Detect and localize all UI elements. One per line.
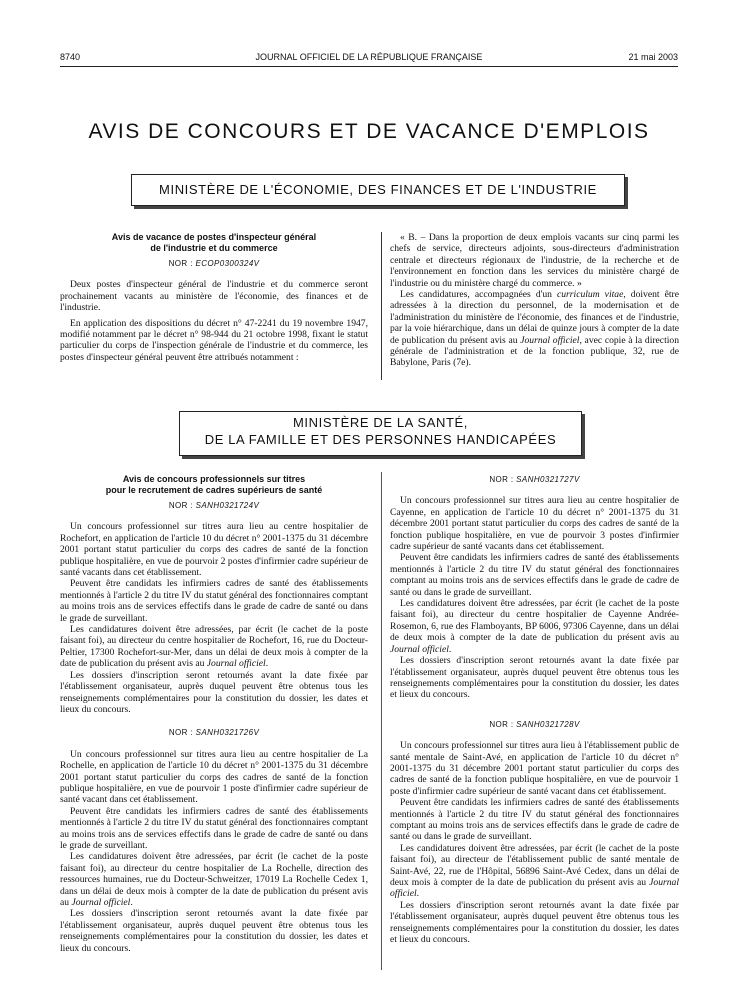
block-paragraph: Un concours professionnel sur titres aura lieu au centre hospitalier de La Rochelle, en application de l'article 10 du décret n° 2001-1375 du 31 décembre 2001 portant statut particulier du corps des cadres de santé de la fonction publique hospitalière, en vue de pourvoir 1 poste d'infirmier cadre supérieur de santé vacant dans cet établissement. xyxy=(60,748,368,806)
block-paragraph: Les candidatures doivent être adressées, par écrit (le cachet de la poste faisant foi), au directeur de l'établissement public de santé mentale de Saint-Avé, 22, rue de l'Hôpital, 56896 Saint-Avé Cedex, dans un délai de deux mois à compter de la date de publication du présent avis au Journal officiel. xyxy=(390,842,679,900)
ministry-sante-line2: DE LA FAMILLE ET DES PERSONNES HANDICAPÉES xyxy=(204,432,557,447)
nor-code: SANH0321728V xyxy=(516,719,580,729)
text-run-italic: Journal officiel xyxy=(71,897,131,908)
text-run: Les candidatures doivent être adressées, par écrit (le cachet de la poste faisant foi), au directeur de l'établissement public de santé mentale de Saint-Avé, 22, rue de l'Hôpital, 56896 Saint-Avé Cedex, dans un délai de deux mois à compter de la date de publication du présent avis au xyxy=(390,842,679,888)
avis1-nor xyxy=(60,258,368,269)
journal-name: JOURNAL OFFICIEL DE LA RÉPUBLIQUE FRANÇAISE xyxy=(255,52,483,62)
block-paragraph: Peuvent être candidats les infirmiers cadres de santé des établissements mentionnés à l'article 2 du titre IV du statut général des fonctionnaires comptant au moins trois ans de services effectifs dans le grade de cadre de santé ou dans le grade de surveillant. xyxy=(60,805,368,851)
block-paragraph: Peuvent être candidats les infirmiers cadres de santé des établissements mentionnés à l'article 2 du titre IV du statut général des fonctionnaires comptant au moins trois ans de services effectifs dans le grade de cadre de santé ou dans le grade de surveillant. xyxy=(60,578,368,624)
publication-date: 21 mai 2003 xyxy=(628,52,678,62)
block-paragraph: Peuvent être candidats les infirmiers cadres de santé des établissements mentionnés à l'article 2 du titre IV du statut général des fonctionnaires comptant au moins trois ans de services effectifs dans le grade de cadre de santé ou dans le grade de surveillant. xyxy=(390,797,679,843)
ministry-sante-line1: MINISTÈRE DE LA SANTÉ, xyxy=(292,415,468,430)
block-paragraph: Un concours professionnel sur titres aura lieu au centre hospitalier de Rochefort, en application de l'article 10 du décret n° 2001-1375 du 31 décembre 2001 portant statut particulier du corps des cadres de santé de la fonction publique hospitalière, en vue de pourvoir 2 postes d'infirmier cadre supérieur de santé vacants dans cet établissement. xyxy=(60,521,368,579)
block-paragraph: Les candidatures doivent être adressées, par écrit (le cachet de la poste faisant foi), au directeur du centre hospitalier de La Rochelle, direction des ressources humaines, rue du Docteur-Schweitzer, 17019 La Rochelle Cedex 1, dans un délai de deux mois à compter de la date de publication du présent avis au Journal officiel. xyxy=(60,851,368,908)
block-paragraph: Les dossiers d'inscription seront retournés avant la date fixée par l'établissement organisateur, auprès duquel peuvent être obtenus tous les renseignements complémentaires pour la constitution du dossier, les dates et lieux du concours. xyxy=(60,669,368,715)
column-divider xyxy=(381,472,382,970)
text-run: Les candidatures doivent être adressées, par écrit (le cachet de la poste faisant foi), au directeur du centre hospitalier de Rochefort, 16, rue du Docteur-Peltier, 17300 Rochefort-sur-Mer, dans un délai de deux mois à compter de la date de publication du présent avis au xyxy=(60,624,368,670)
text-run: , avec copie à la direction générale de l'administration et de la fonction publique, 32, rue de Babylone, Paris (7e). xyxy=(390,334,679,369)
avis1-left-column xyxy=(60,232,368,363)
column-divider xyxy=(381,232,382,380)
avis1-title-line1: Avis de vacance de postes d'inspecteur général xyxy=(111,232,317,242)
avis2-left-column xyxy=(60,474,368,954)
block-paragraph: Les candidatures doivent être adressées, par écrit (le cachet de la poste faisant foi), au directeur du centre hospitalier de Cayenne Andrée-Rosemon, 6, rue des Flamboyants, BP 6006, 97306 Cayenne, dans un délai de deux mois à compter de la date de publication du présent avis au Journal officiel. xyxy=(390,598,679,655)
block-nor xyxy=(60,727,368,738)
nor-code: SANH0321727V xyxy=(516,475,580,484)
block-nor xyxy=(60,500,368,511)
avis1-paragraph-1: Deux postes d'inspecteur général de l'industrie et du commerce seront prochainement vacants au ministère de l'économie, des finances et de l'industrie. xyxy=(60,279,368,314)
nor-label: NOR : xyxy=(168,728,196,738)
block-paragraph: Les candidatures doivent être adressées, par écrit (le cachet de la poste faisant foi), au directeur du centre hospitalier de Rochefort, 16, rue du Docteur-Peltier, 17300 Rochefort-sur-Mer, dans un délai de deux mois à compter de la date de publication du présent avis au Journal officiel. xyxy=(60,624,368,670)
text-run: Les candidatures doivent être adressées, par écrit (le cachet de la poste faisant foi), au directeur du centre hospitalier de La Rochelle, direction des ressources humaines, rue du Docteur-Schweitzer, 17019 La Rochelle Cedex 1, dans un délai de deux mois à compter de la date de publication du présent avis au xyxy=(60,851,368,908)
avis1-paragraph-4 xyxy=(390,289,679,369)
header-rule xyxy=(60,66,678,67)
block-paragraph: Les dossiers d'inscription seront retournés avant la date fixée par l'établissement organisateur, auprès duquel peuvent être obtenus tous les renseignements complémentaires pour la constitution du dossier, les dates et lieux du concours. xyxy=(60,908,368,954)
block-paragraph: Les dossiers d'inscription seront retournés avant la date fixée par l'établissement organisateur, auprès duquel peuvent être obtenus tous les renseignements complémentaires pour la constitution du dossier, les dates et lieux du concours. xyxy=(390,655,679,701)
ministry-economie-box: MINISTÈRE DE L'ÉCONOMIE, DES FINANCES ET DE L'INDUSTRIE xyxy=(131,174,625,206)
text-run: Les candidatures, accompagnées d'un xyxy=(400,289,557,301)
block-paragraph: Un concours professionnel sur titres aura lieu au centre hospitalier de Cayenne, en application de l'article 10 du décret n° 2001-1375 du 31 décembre 2001 portant statut particulier du corps des cadres de santé de la fonction publique hospitalière, en vue de pourvoir 3 postes d'infirmier cadre supérieur de santé vacants dans cet établissement. xyxy=(390,495,679,553)
text-run-italic: Journal officiel xyxy=(390,643,449,655)
nor-code: SANH0321724V xyxy=(195,501,260,510)
nor-label: NOR : xyxy=(489,719,517,729)
nor-label: NOR : xyxy=(168,501,196,510)
concours-block-rochefort xyxy=(60,500,368,715)
avis1-paragraph-2: En application des dispositions du décret n° 47-2241 du 19 novembre 1947, modifié notamment par le décret n° 98-944 du 21 octobre 1998, fixant le statut particulier du corps de l'inspection générale de l'industrie et du commerce, les postes d'inspecteur général peuvent être attribués notamment : xyxy=(60,317,368,363)
text-run: , doivent être adressées à la direction du personnel, de la modernisation et de l'administration du ministère de l'économie, des finances et de l'industrie, par la voie hiérarchique, dans un délai de quinze jours à compter de la date de publication du présent avis au xyxy=(390,289,680,346)
text-run-italic: Journal officiel xyxy=(206,658,266,670)
block-paragraph: Peuvent être candidats les infirmiers cadres de santé des établissements mentionnés à l'article 2 du titre IV du statut général des fonctionnaires comptant au moins trois ans de services effectifs dans le grade de cadre de santé ou dans le grade de surveillant. xyxy=(390,552,679,598)
page-number: 8740 xyxy=(60,52,81,62)
avis1-right-column xyxy=(390,232,679,369)
block-paragraph: Un concours professionnel sur titres aura lieu à l'établissement public de santé mentale de Saint-Avé, en application de l'article 10 du décret n° 2001-1375 du 31 décembre 2001 portant statut particulier du corps des cadres de santé de la fonction publique hospitalière, en vue de pourvoir 1 poste d'infirmier cadre supérieur de santé vacant dans cet établissement. xyxy=(390,740,679,797)
block-paragraph: Les dossiers d'inscription seront retournés avant la date fixée par l'établissement organisateur, auprès duquel peuvent être obtenus tous les renseignements complémentaires pour la constitution du dossier, les dates et lieux du concours. xyxy=(390,899,679,946)
nor-label: NOR : xyxy=(489,475,517,484)
ministry-sante-box xyxy=(179,411,582,456)
text-run-italic: curriculum vitae xyxy=(557,289,624,301)
text-run: Les candidatures doivent être adressées, par écrit (le cachet de la poste faisant foi), au directeur du centre hospitalier de Cayenne Andrée-Rosemon, 6, rue des Flamboyants, BP 6006, 97306 Cayenne, dans un délai de deux mois à compter de la date de publication du présent avis au xyxy=(390,598,679,644)
text-run-italic: Journal officiel xyxy=(520,334,580,346)
avis2-title-line1: Avis de concours professionnels sur titres xyxy=(122,474,306,484)
avis2-right-column xyxy=(390,474,679,945)
avis1-title-line2: de l'industrie et du commerce xyxy=(150,243,278,253)
nor-code: SANH0321726V xyxy=(195,728,260,738)
concours-block-saint-ave xyxy=(390,719,679,946)
avis1-paragraph-3: « B. – Dans la proportion de deux emplois vacants sur cinq parmi les chefs de service, directeurs adjoints, sous-directeurs d'administration centrale et directeurs régionaux de l'industrie, de la recherche et de l'environnement en fonction dans les services du ministère chargé de l'industrie ou du ministère chargé du commerce. » xyxy=(390,232,679,289)
nor-code: ECOP0300324V xyxy=(195,259,260,268)
page-header xyxy=(60,52,678,66)
nor-label: NOR : xyxy=(168,259,196,268)
main-title: AVIS DE CONCOURS ET DE VACANCE D'EMPLOIS xyxy=(88,120,650,143)
concours-block-la-rochelle xyxy=(60,727,368,954)
text-run-italic: Journal officiel xyxy=(390,877,679,900)
avis2-title-line2: pour le recrutement de cadres supérieurs de santé xyxy=(105,485,323,495)
concours-block-cayenne xyxy=(390,474,679,701)
block-nor xyxy=(390,474,679,485)
block-nor xyxy=(390,719,679,730)
